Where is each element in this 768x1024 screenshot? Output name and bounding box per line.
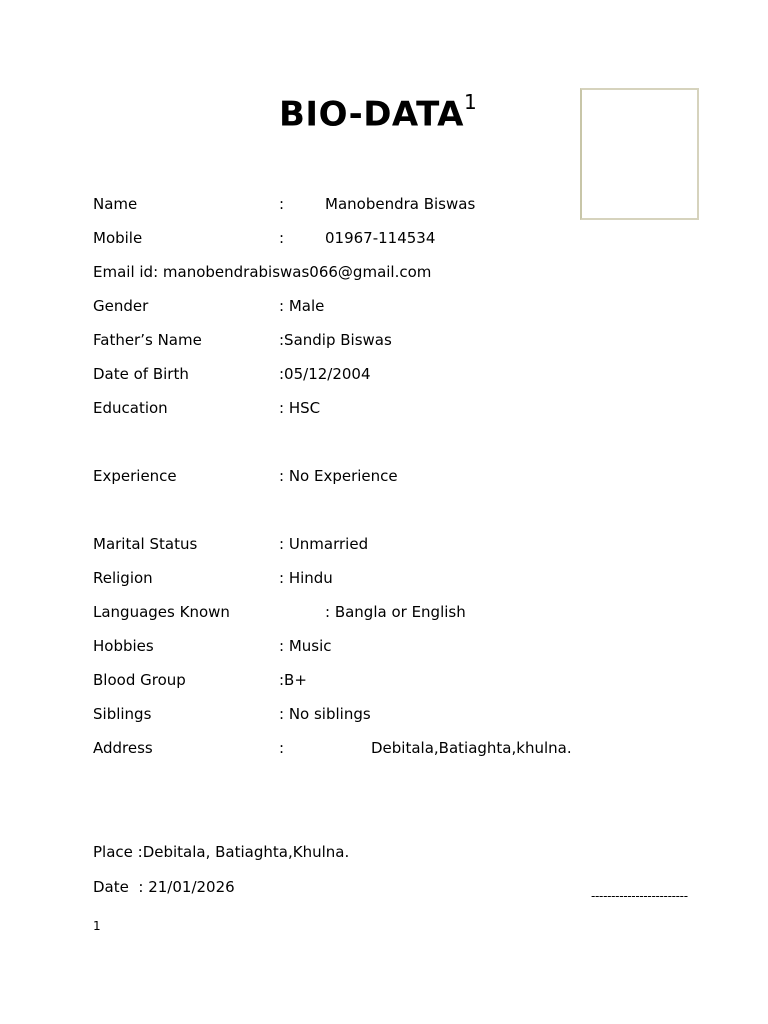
signature-line: ------------------------ [591, 889, 688, 903]
photo-placeholder [580, 88, 699, 220]
languages-value: : Bangla or English [325, 603, 466, 621]
hobbies-label: Hobbies [93, 637, 154, 655]
name-separator: : [279, 195, 285, 213]
siblings-label: Siblings [93, 705, 152, 723]
religion-label: Religion [93, 569, 153, 587]
name-value: Manobendra Biswas [325, 195, 476, 213]
marital-status-label: Marital Status [93, 535, 198, 553]
hobbies-value: : Music [279, 637, 332, 655]
father-name-value: :Sandip Biswas [279, 331, 392, 349]
address-label: Address [93, 739, 153, 757]
title-text: BIO-DATA [279, 94, 464, 135]
religion-value: : Hindu [279, 569, 333, 587]
education-value: : HSC [279, 399, 321, 417]
dob-value: :05/12/2004 [279, 365, 371, 383]
experience-value: : No Experience [279, 467, 398, 485]
gender-label: Gender [93, 297, 149, 315]
mobile-label: Mobile [93, 229, 143, 247]
footnote-number: 1 [93, 919, 101, 933]
experience-label: Experience [93, 467, 177, 485]
dob-label: Date of Birth [93, 365, 189, 383]
gender-value: : Male [279, 297, 325, 315]
name-label: Name [93, 195, 138, 213]
address-separator: : [279, 739, 285, 757]
mobile-value: 01967-114534 [325, 229, 436, 247]
mobile-separator: : [279, 229, 285, 247]
title-footnote-mark: 1 [463, 90, 478, 114]
blood-group-value: :B+ [279, 671, 307, 689]
education-label: Education [93, 399, 168, 417]
place-text: Place :Debitala, Batiaghta,Khulna. [93, 843, 350, 861]
page-title [279, 86, 477, 134]
blood-group-label: Blood Group [93, 671, 186, 689]
siblings-value: : No siblings [279, 705, 371, 723]
languages-label: Languages Known [93, 603, 230, 621]
marital-status-value: : Unmarried [279, 535, 369, 553]
address-value: Debitala,Batiaghta,khulna. [371, 739, 572, 757]
father-name-label: Father’s Name [93, 331, 202, 349]
date-text: Date : 21/01/2026 [93, 878, 235, 896]
email-text: Email id: manobendrabiswas066@gmail.com [93, 263, 432, 281]
